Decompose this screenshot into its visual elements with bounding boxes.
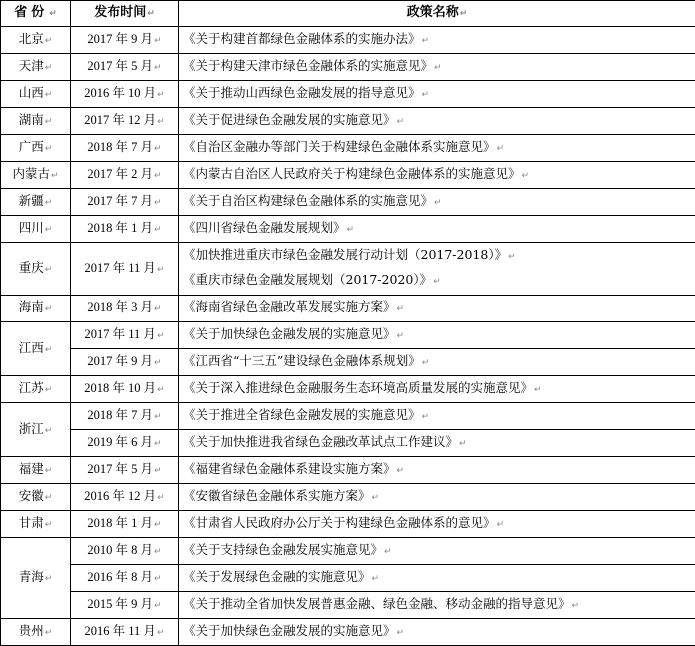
date-cell (71, 107, 179, 134)
table-body (1, 27, 695, 646)
date-label: 2017 年 2 月 (87, 166, 154, 181)
table-row (1, 134, 695, 161)
table-row (1, 430, 695, 457)
table-row (1, 80, 695, 107)
province-cell (1, 322, 71, 376)
date-cell (71, 295, 179, 322)
paragraph-mark-icon: ↵ (154, 600, 162, 611)
date-cell (71, 322, 179, 349)
paragraph-mark-icon: ↵ (44, 62, 53, 73)
paragraph-mark-icon: ↵ (421, 358, 430, 369)
policy-name-cell (179, 511, 695, 538)
date-label: 2018 年 1 月 (87, 516, 154, 531)
policy-name: 《关于促进绿色金融发展的实施意见》 (183, 111, 396, 127)
province-cell (1, 215, 71, 242)
province-cell (1, 376, 71, 403)
policy-name: 《福建省绿色金融体系建设实施方案》 (183, 461, 396, 477)
table-row (1, 242, 695, 295)
paragraph-mark-icon: ↵ (154, 224, 162, 235)
province-cell (1, 618, 71, 645)
policy-name: 《海南省绿色金融改革发展实施方案》 (183, 299, 396, 315)
policy-name-cell (179, 295, 695, 322)
date-label: 2016 年 11 月 (84, 623, 156, 638)
province-label: 海南 (18, 299, 44, 315)
policy-name-cell (179, 591, 695, 618)
date-cell (71, 215, 179, 242)
paragraph-mark-icon: ↵ (44, 520, 53, 531)
table-row (1, 27, 695, 54)
date-label: 2017 年 11 月 (84, 327, 156, 342)
province-label: 福建 (18, 461, 44, 477)
policy-name: 《加快推进重庆市绿色金融发展行动计划（2017-2018）》 (183, 247, 508, 263)
header-row (1, 1, 695, 27)
paragraph-mark-icon: ↵ (496, 520, 505, 531)
date-label: 2016 年 12 月 (84, 489, 157, 504)
table-row (1, 188, 695, 215)
policy-name: 《内蒙古自治区人民政府关于构建绿色金融体系的实施意见》 (183, 165, 521, 181)
policy-name-cell (179, 53, 695, 80)
policy-name: 《江西省“十三五”建设绿色金融体系规划》 (183, 353, 421, 369)
date-label: 2017 年 5 月 (87, 462, 154, 477)
policy-name: 《关于发展绿色金融的实施意见》 (183, 569, 371, 584)
paragraph-mark-icon: ↵ (396, 304, 405, 315)
paragraph-mark-icon: ↵ (371, 493, 380, 504)
paragraph-mark-icon: ↵ (434, 197, 442, 208)
date-cell (71, 538, 179, 565)
policy-name: 《关于深入推进绿色金融服务生态环境高质量发展的实施意见》 (183, 380, 534, 396)
date-label: 2018 年 7 月 (87, 408, 154, 423)
policy-name-line (183, 220, 695, 238)
table-row (1, 403, 695, 430)
header-province: 省份↵ (1, 1, 71, 27)
policy-name-line (183, 85, 695, 103)
paragraph-mark-icon: ↵ (44, 425, 53, 436)
table-row (1, 591, 695, 618)
policy-name-line (183, 596, 695, 614)
province-label: 浙江 (18, 420, 44, 436)
policy-name-cell (179, 376, 695, 403)
paragraph-mark-icon: ↵ (346, 224, 355, 235)
paragraph-mark-icon: ↵ (421, 35, 430, 46)
province-cell (1, 242, 71, 295)
province-cell (1, 457, 71, 484)
province-cell (1, 188, 71, 215)
policy-name-line (183, 515, 695, 533)
paragraph-mark-icon: ↵ (44, 385, 53, 396)
province-cell (1, 134, 71, 161)
policy-name: 《关于加快绿色金融发展的实施意见》 (183, 326, 396, 342)
date-cell (71, 484, 179, 511)
policy-name-line (183, 380, 695, 398)
province-label: 北京 (18, 30, 44, 46)
date-cell (71, 511, 179, 538)
paragraph-mark-icon: ↵ (154, 304, 162, 315)
policy-name-line (183, 112, 695, 130)
paragraph-mark-icon: ↵ (154, 35, 162, 46)
policy-name: 《关于加快推进我省绿色金融改革试点工作建议》 (183, 434, 459, 450)
policy-name-cell (179, 618, 695, 645)
policy-name-cell (179, 457, 695, 484)
paragraph-mark-icon: ↵ (154, 466, 162, 477)
date-label: 2015 年 9 月 (87, 596, 154, 611)
policy-name-cell (179, 430, 695, 457)
paragraph-mark-icon: ↵ (50, 170, 59, 181)
province-cell (1, 161, 71, 188)
policy-name-line (183, 31, 695, 49)
date-label: 2017 年 11 月 (84, 260, 156, 275)
policy-name-cell (179, 538, 695, 565)
paragraph-mark-icon: ↵ (434, 62, 442, 73)
date-label: 2017 年 12 月 (84, 112, 157, 127)
date-cell (71, 618, 179, 645)
policy-name: 《关于自治区构建绿色金融体系的实施意见》 (183, 192, 434, 208)
policy-name-cell (179, 242, 695, 295)
table-row (1, 53, 695, 80)
policy-name-cell (179, 188, 695, 215)
date-cell (71, 403, 179, 430)
paragraph-mark-icon: ↵ (157, 385, 165, 396)
paragraph-mark-icon: ↵ (44, 116, 53, 127)
date-label: 2010 年 8 月 (87, 543, 154, 558)
table-row (1, 618, 695, 645)
province-label: 内蒙古 (12, 165, 50, 181)
province-cell (1, 53, 71, 80)
paragraph-mark-icon: ↵ (154, 412, 162, 423)
province-label: 新疆 (18, 192, 44, 208)
policy-name: 《关于推动山西绿色金融发展的指导意见》 (183, 84, 421, 100)
policy-name-line (183, 247, 695, 265)
paragraph-mark-icon: ↵ (396, 116, 405, 127)
paragraph-mark-icon: ↵ (534, 385, 542, 396)
policy-name-line (183, 166, 695, 184)
date-cell (71, 134, 179, 161)
policy-name: 《四川省绿色金融发展规划》 (183, 219, 346, 235)
date-cell (71, 242, 179, 295)
date-label: 2016 年 10 月 (84, 85, 157, 100)
date-cell (71, 53, 179, 80)
province-label: 广西 (18, 138, 44, 154)
policy-name-line (183, 434, 695, 452)
policy-name-cell (179, 565, 695, 592)
policy-name: 《关于构建天津市绿色金融体系的实施意见》 (183, 57, 434, 73)
table-row (1, 322, 695, 349)
table-row (1, 565, 695, 592)
policy-name-line (183, 139, 695, 157)
date-cell (71, 80, 179, 107)
paragraph-mark-icon: ↵ (421, 89, 430, 100)
paragraph-mark-icon: ↵ (371, 574, 380, 584)
paragraph-mark-icon: ↵ (571, 600, 580, 611)
paragraph-mark-icon: ↵ (154, 439, 162, 450)
table-row (1, 376, 695, 403)
policy-name-cell (179, 215, 695, 242)
date-label: 2018 年 7 月 (87, 139, 154, 154)
policy-name-cell (179, 107, 695, 134)
paragraph-mark-icon: ↵ (396, 627, 405, 638)
paragraph-mark-icon: ↵ (396, 331, 405, 342)
policy-name: 《关于构建首都绿色金融体系的实施办法》 (183, 30, 421, 46)
header-policy: 政策名称↵ (179, 1, 695, 27)
date-label: 2018 年 10 月 (84, 381, 157, 396)
province-cell (1, 484, 71, 511)
table-row (1, 484, 695, 511)
date-cell (71, 591, 179, 618)
province-label: 安徽 (18, 488, 44, 504)
policy-name-cell (179, 80, 695, 107)
paragraph-mark-icon: ↵ (44, 344, 53, 355)
date-cell (71, 457, 179, 484)
policy-name-cell (179, 484, 695, 511)
date-cell (71, 27, 179, 54)
table-row (1, 295, 695, 322)
policy-name: 《自治区金融办等部门关于构建绿色金融体系实施意见》 (183, 138, 496, 154)
policy-name-line (183, 58, 695, 76)
table-row (1, 215, 695, 242)
policy-name-line (183, 623, 695, 641)
table-row (1, 349, 695, 376)
paragraph-mark-icon: ↵ (44, 224, 53, 235)
policy-name-line (183, 299, 695, 317)
policy-name-line (183, 353, 695, 371)
policy-name-cell (179, 349, 695, 376)
province-label: 甘肃 (18, 515, 44, 531)
date-label: 2017 年 7 月 (87, 193, 154, 208)
date-label: 2018 年 1 月 (87, 220, 154, 235)
paragraph-mark-icon: ↵ (496, 143, 505, 154)
paragraph-mark-icon: ↵ (44, 35, 53, 46)
paragraph-mark-icon: ↵ (44, 493, 53, 504)
date-cell (71, 565, 179, 592)
paragraph-mark-icon: ↵ (154, 170, 162, 181)
policy-name: 《关于加快绿色金融发展的实施意见》 (183, 622, 396, 638)
policy-name-cell (179, 27, 695, 54)
paragraph-mark-icon: ↵ (521, 170, 530, 181)
paragraph-mark-icon: ↵ (154, 143, 162, 154)
policy-name-line (183, 542, 695, 560)
paragraph-mark-icon: ↵ (421, 412, 430, 423)
policy-name-line (183, 193, 695, 211)
policy-name-cell (179, 161, 695, 188)
paragraph-mark-icon: ↵ (384, 547, 392, 558)
province-cell (1, 538, 71, 619)
paragraph-mark-icon: ↵ (44, 89, 53, 100)
policy-name-cell (179, 134, 695, 161)
table-row (1, 107, 695, 134)
province-label: 青海 (18, 569, 44, 584)
paragraph-mark-icon: ↵ (154, 197, 162, 208)
province-cell (1, 295, 71, 322)
date-label: 2019 年 6 月 (87, 435, 154, 450)
paragraph-mark-icon: ↵ (156, 331, 165, 342)
date-cell (71, 376, 179, 403)
policy-name: 《甘肃省人民政府办公厅关于构建绿色金融体系的意见》 (183, 515, 496, 531)
paragraph-mark-icon: ↵ (154, 574, 162, 584)
paragraph-mark-icon: ↵ (154, 547, 162, 558)
policy-name-line (183, 272, 695, 290)
policy-name-line (183, 407, 695, 425)
province-label: 四川 (18, 219, 44, 235)
policy-name-cell (179, 322, 695, 349)
province-cell (1, 511, 71, 538)
province-label: 天津 (18, 57, 44, 73)
table-row (1, 161, 695, 188)
province-label: 山西 (18, 84, 44, 100)
date-cell (71, 161, 179, 188)
policy-name: 《关于支持绿色金融发展实施意见》 (183, 542, 384, 558)
paragraph-mark-icon: ↵ (396, 466, 405, 477)
policy-name: 《关于推进全省绿色金融发展的实施意见》 (183, 407, 421, 423)
date-cell (71, 430, 179, 457)
paragraph-mark-icon: ↵ (157, 116, 165, 127)
province-label: 重庆 (18, 259, 44, 275)
policy-name: 《重庆市绿色金融发展规划（2017-2020）》 (183, 272, 433, 288)
paragraph-mark-icon: ↵ (44, 304, 53, 315)
paragraph-mark-icon: ↵ (44, 574, 53, 584)
province-cell (1, 80, 71, 107)
policy-name-cell (179, 403, 695, 430)
date-label: 2017 年 9 月 (87, 354, 154, 369)
paragraph-mark-icon: ↵ (44, 466, 53, 477)
date-label: 2018 年 3 月 (87, 300, 154, 315)
date-label: 2017 年 9 月 (87, 31, 154, 46)
paragraph-mark-icon: ↵ (44, 264, 53, 275)
paragraph-mark-icon: ↵ (44, 627, 53, 638)
province-cell (1, 107, 71, 134)
policy-name: 《安徽省绿色金融体系实施方案》 (183, 488, 371, 504)
policy-name-line (183, 488, 695, 506)
province-label: 湖南 (18, 111, 44, 127)
policy-name-line (183, 569, 695, 587)
date-label: 2017 年 5 月 (87, 58, 154, 73)
table-row (1, 511, 695, 538)
paragraph-mark-icon: ↵ (156, 627, 165, 638)
table-row (1, 457, 695, 484)
province-cell (1, 27, 71, 54)
paragraph-mark-icon: ↵ (44, 143, 53, 154)
policy-name-line (183, 326, 695, 344)
date-label: 2016 年 8 月 (87, 570, 154, 584)
paragraph-mark-icon: ↵ (508, 252, 516, 263)
date-cell (71, 349, 179, 376)
paragraph-mark-icon: ↵ (44, 197, 53, 208)
paragraph-mark-icon: ↵ (154, 520, 162, 531)
paragraph-mark-icon: ↵ (154, 62, 162, 73)
policy-name-line (183, 461, 695, 479)
table-row (1, 538, 695, 565)
header-date: 发布时间↵ (71, 1, 179, 27)
paragraph-mark-icon: ↵ (156, 264, 165, 275)
paragraph-mark-icon: ↵ (459, 439, 467, 450)
paragraph-mark-icon: ↵ (157, 493, 165, 504)
policy-name: 《关于推动全省加快发展普惠金融、绿色金融、移动金融的指导意见》 (183, 595, 571, 611)
paragraph-mark-icon: ↵ (154, 358, 162, 369)
paragraph-mark-icon: ↵ (157, 89, 165, 100)
paragraph-mark-icon: ↵ (433, 277, 441, 288)
province-label: 江苏 (18, 380, 44, 396)
province-label: 江西 (18, 339, 44, 355)
province-label: 贵州 (18, 622, 44, 638)
date-cell (71, 188, 179, 215)
table-header (1, 1, 695, 27)
province-cell (1, 403, 71, 457)
